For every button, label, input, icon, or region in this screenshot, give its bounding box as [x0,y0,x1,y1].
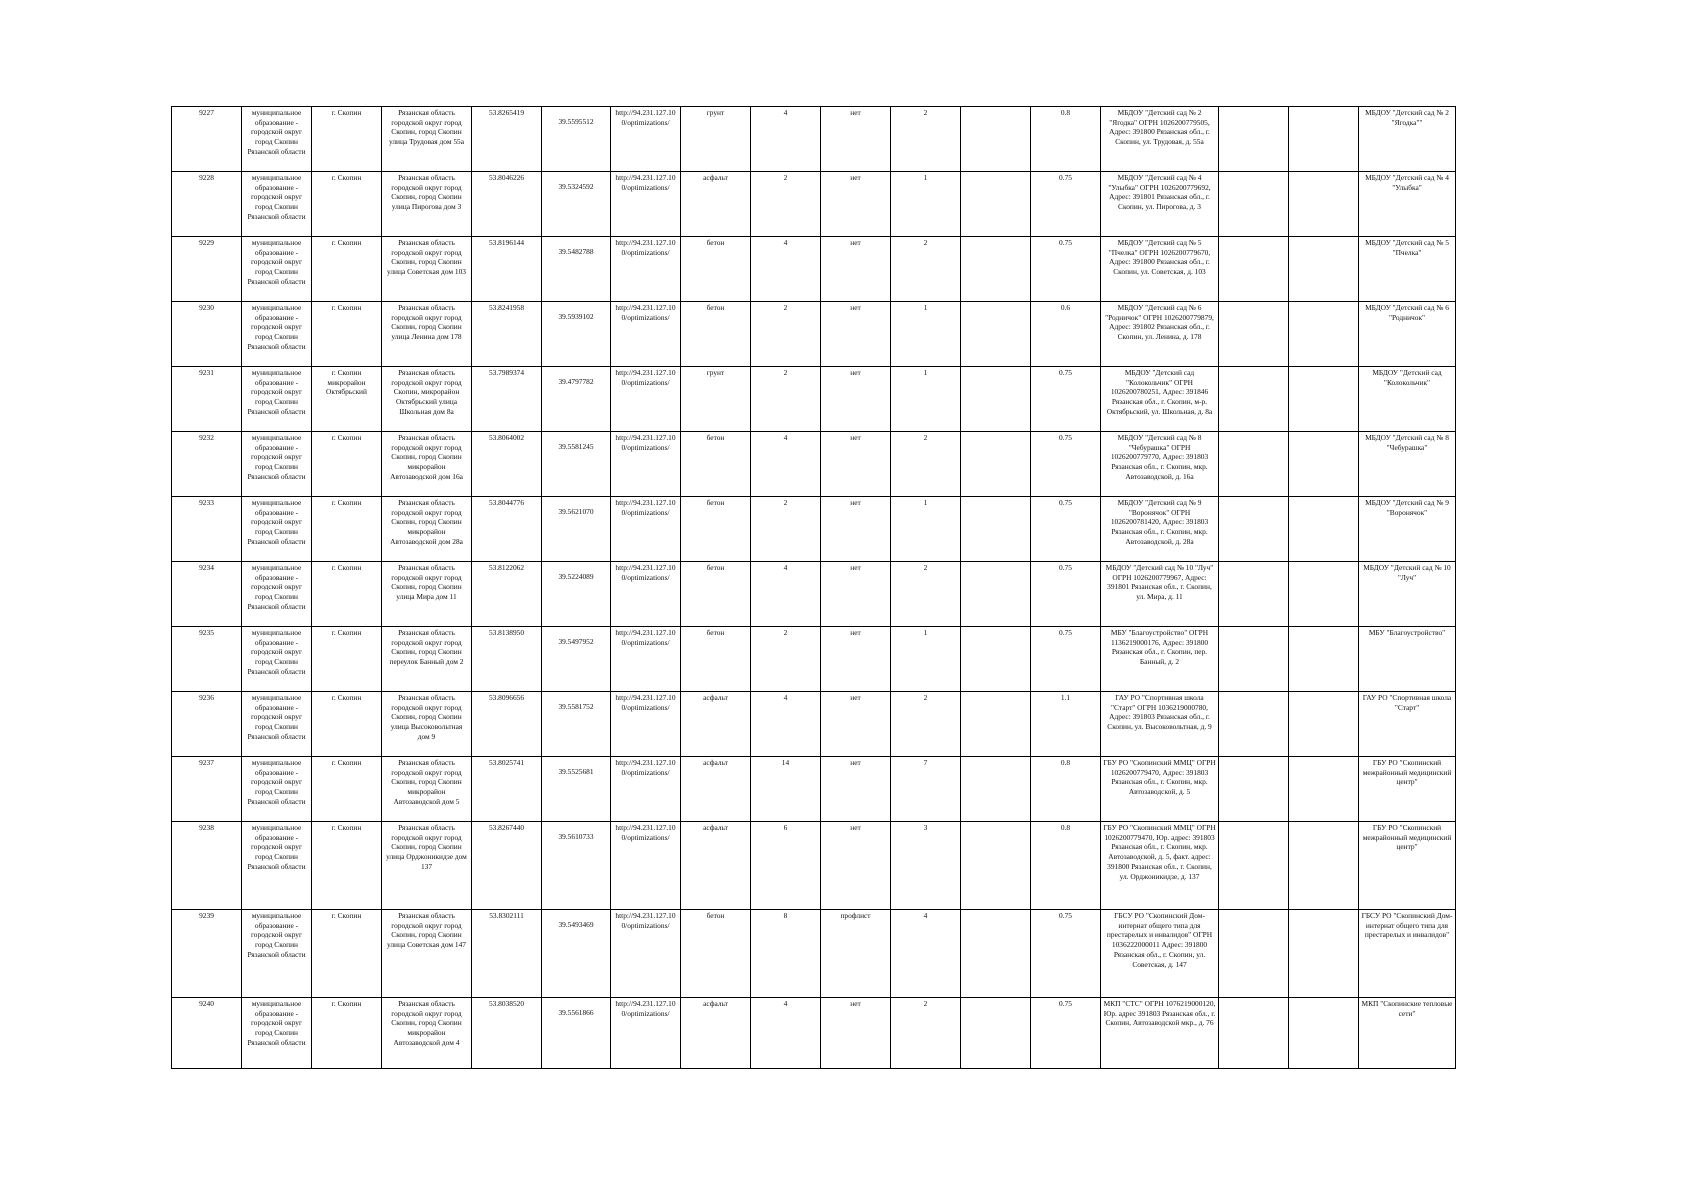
cell-longitude: 39.5497952 [542,627,611,692]
cell-empty [1219,822,1289,910]
cell-surface: бетон [681,302,751,367]
cell-locality: г. Скопин [312,692,382,757]
cell-municipality: муниципальное образование - городской округ город Скопин Рязанской области [242,432,312,497]
cell-longitude: 39.5581245 [542,432,611,497]
cell-address: Рязанская область городской округ город Скопин, город Скопин микрорайон Автозаводской дом 28а [382,497,472,562]
cell-id: 9229 [172,237,242,302]
cell-url: http://94.231.127.10 0/optimizations/ [611,692,681,757]
cell-area: 0.75 [1031,367,1101,432]
waste-sites-table [171,106,1456,1069]
cell-empty [1289,910,1359,998]
cell-url: http://94.231.127.10 0/optimizations/ [611,172,681,237]
cell-longitude: 39.5610733 [542,822,611,910]
cell-longitude: 39.5561866 [542,998,611,1069]
cell-area: 0.75 [1031,432,1101,497]
cell-bins: 2 [891,562,961,627]
cell-url: http://94.231.127.10 0/optimizations/ [611,757,681,822]
cell-empty [1219,107,1289,172]
cell-url: http://94.231.127.10 0/optimizations/ [611,627,681,692]
cell-owner: МБДОУ "Детский сад № 2 "Ягодка" ОГРН 1026200779505, Адрес: 391800 Рязанская обл., г. Скопин, ул. Трудовая, д. 55а [1101,107,1219,172]
cell-id: 9234 [172,562,242,627]
cell-empty [961,998,1031,1069]
cell-empty [1289,998,1359,1069]
cell-address: Рязанская область городской округ город Скопин, город Скопин микрорайон Автозаводской дом 16а [382,432,472,497]
cell-area: 1.1 [1031,692,1101,757]
table-row [172,910,1456,998]
cell-containers: 4 [751,562,821,627]
table-row [172,627,1456,692]
cell-longitude: 39.5595512 [542,107,611,172]
cell-locality: г. Скопин [312,172,382,237]
cell-address: Рязанская область городской округ город Скопин, город Скопин переулок Банный дом 2 [382,627,472,692]
cell-containers: 4 [751,998,821,1069]
cell-id: 9231 [172,367,242,432]
cell-empty [1289,497,1359,562]
cell-bins: 1 [891,627,961,692]
cell-area: 0.75 [1031,910,1101,998]
cell-id: 9236 [172,692,242,757]
cell-surface: асфальт [681,822,751,910]
table-row [172,562,1456,627]
cell-surface: грунт [681,107,751,172]
cell-owner: МБДОУ "Детский сад № 9 "Воронячок" ОГРН 1026200781420, Адрес: 391803 Рязанская обл., г. Скопин, мкр. Автозаводской, д. 28а [1101,497,1219,562]
cell-shed: профлист [821,910,891,998]
cell-longitude: 39.5621070 [542,497,611,562]
cell-bins: 1 [891,497,961,562]
cell-locality: г. Скопин [312,237,382,302]
cell-shed: нет [821,562,891,627]
cell-latitude: 53.8122062 [472,562,542,627]
cell-empty [1289,237,1359,302]
cell-address: Рязанская область городской округ город Скопин, город Скопин улица Ленина дом 178 [382,302,472,367]
cell-locality: г. Скопин [312,432,382,497]
cell-locality: г. Скопин [312,998,382,1069]
cell-address: Рязанская область городской округ город Скопин, город Скопин микрорайон Автозаводской дом 5 [382,757,472,822]
cell-empty [961,237,1031,302]
cell-surface: грунт [681,367,751,432]
cell-empty [961,302,1031,367]
cell-source: ГАУ РО "Спортивная школа "Старт" [1359,692,1456,757]
cell-shed: нет [821,237,891,302]
cell-bins: 2 [891,107,961,172]
cell-url: http://94.231.127.10 0/optimizations/ [611,432,681,497]
cell-area: 0.75 [1031,237,1101,302]
cell-bins: 2 [891,692,961,757]
cell-empty [1289,107,1359,172]
cell-address: Рязанская область городской округ город Скопин, город Скопин улица Трудовая дом 55а [382,107,472,172]
cell-id: 9230 [172,302,242,367]
cell-municipality: муниципальное образование - городской округ город Скопин Рязанской области [242,757,312,822]
cell-empty [1219,627,1289,692]
cell-latitude: 53.8138950 [472,627,542,692]
cell-shed: нет [821,998,891,1069]
cell-municipality: муниципальное образование - городской округ город Скопин Рязанской области [242,562,312,627]
table-row [172,757,1456,822]
cell-url: http://94.231.127.10 0/optimizations/ [611,998,681,1069]
cell-source: МБДОУ "Детский сад № 9 "Воронячок" [1359,497,1456,562]
cell-containers: 2 [751,172,821,237]
cell-shed: нет [821,822,891,910]
cell-municipality: муниципальное образование - городской округ город Скопин Рязанской области [242,692,312,757]
table-row [172,497,1456,562]
cell-containers: 2 [751,367,821,432]
cell-surface: асфальт [681,172,751,237]
cell-bins: 1 [891,172,961,237]
cell-source: МБДОУ "Детский сад № 8 "Чебурашка" [1359,432,1456,497]
table-row [172,998,1456,1069]
cell-surface: бетон [681,910,751,998]
cell-surface: бетон [681,562,751,627]
cell-empty [1289,367,1359,432]
cell-empty [1289,562,1359,627]
cell-source: МБДОУ "Детский сад № 4 "Улыбка" [1359,172,1456,237]
cell-locality: г. Скопин [312,302,382,367]
cell-address: Рязанская область городской округ город Скопин, город Скопин улица Мира дом 11 [382,562,472,627]
cell-bins: 2 [891,432,961,497]
cell-owner: МБДОУ "Детский сад № 8 "Чебурашка" ОГРН 1026200779770, Адрес: 391803 Рязанская обл., г. Скопин, мкр. Автозаводской, д. 16а [1101,432,1219,497]
cell-owner: МБДОУ "Детский сад № 5 "Пчелка" ОГРН 1026200779670, Адрес: 391800 Рязанская обл., г. Скопин, ул. Советская, д. 103 [1101,237,1219,302]
cell-url: http://94.231.127.10 0/optimizations/ [611,107,681,172]
cell-latitude: 53.8267440 [472,822,542,910]
cell-empty [1219,562,1289,627]
cell-url: http://94.231.127.10 0/optimizations/ [611,910,681,998]
cell-empty [961,822,1031,910]
cell-containers: 2 [751,497,821,562]
cell-area: 0.8 [1031,822,1101,910]
cell-containers: 8 [751,910,821,998]
cell-owner: МБДОУ "Детский сад № 4 "Улыбка" ОГРН 1026200779692, Адрес: 391801 Рязанская обл., г. Скопин, ул. Пирогова, д. 3 [1101,172,1219,237]
cell-shed: нет [821,497,891,562]
cell-surface: бетон [681,237,751,302]
cell-owner: ГАУ РО "Спортивная школа "Старт" ОГРН 1036219000780, Адрес: 391803 Рязанская обл., г. Скопин, ул. Высоковольтная, д. 9 [1101,692,1219,757]
cell-latitude: 53.8025741 [472,757,542,822]
cell-latitude: 53.8196144 [472,237,542,302]
cell-area: 0.8 [1031,107,1101,172]
cell-containers: 2 [751,627,821,692]
cell-source: МБУ "Благоустройство" [1359,627,1456,692]
cell-latitude: 53.8265419 [472,107,542,172]
cell-latitude: 53.8046226 [472,172,542,237]
cell-municipality: муниципальное образование - городской округ город Скопин Рязанской области [242,497,312,562]
cell-address: Рязанская область городской округ город Скопин, город Скопин улица Орджоникидзе дом 137 [382,822,472,910]
cell-empty [961,757,1031,822]
cell-municipality: муниципальное образование - городской округ город Скопин Рязанской области [242,822,312,910]
cell-longitude: 39.5324592 [542,172,611,237]
cell-empty [961,497,1031,562]
cell-containers: 14 [751,757,821,822]
cell-owner: ГБУ РО "Скопинский ММЦ" ОГРН 1026200779470, Адрес: 391803 Рязанская обл., г. Скопин, мкр. Автозаводской, д. 5 [1101,757,1219,822]
cell-source: МБДОУ "Детский сад № 6 "Родничок" [1359,302,1456,367]
cell-locality: г. Скопин [312,910,382,998]
cell-id: 9235 [172,627,242,692]
cell-municipality: муниципальное образование - городской округ город Скопин Рязанской области [242,107,312,172]
cell-empty [1289,302,1359,367]
cell-surface: бетон [681,497,751,562]
cell-containers: 6 [751,822,821,910]
cell-area: 0.6 [1031,302,1101,367]
cell-source: МБДОУ "Детский сад № 2 "Ягодка"" [1359,107,1456,172]
cell-owner: МБДОУ "Детский сад № 10 "Луч" ОГРН 1026200779967, Адрес: 391801 Рязанская обл., г. Скопин, ул. Мира, д. 11 [1101,562,1219,627]
cell-id: 9228 [172,172,242,237]
cell-address: Рязанская область городской округ город Скопин, город Скопин улица Советская дом 147 [382,910,472,998]
cell-shed: нет [821,757,891,822]
cell-empty [1289,432,1359,497]
cell-bins: 2 [891,237,961,302]
cell-area: 0.75 [1031,562,1101,627]
cell-empty [1219,302,1289,367]
cell-owner: МКП "СТС" ОГРН 1076219000120, Юр. адрес 391803 Рязанская обл., г. Скопин, Автозаводской мкр., д. 76 [1101,998,1219,1069]
cell-locality: г. Скопин микрорайон Октябрьский [312,367,382,432]
cell-bins: 2 [891,998,961,1069]
cell-address: Рязанская область городской округ город Скопин, микрорайон Октябрьский улица Школьная дом 8а [382,367,472,432]
cell-empty [961,107,1031,172]
cell-empty [1219,172,1289,237]
cell-municipality: муниципальное образование - городской округ город Скопин Рязанской области [242,367,312,432]
cell-source: МБДОУ "Детский сад № 5 "Пчелка" [1359,237,1456,302]
cell-municipality: муниципальное образование - городской округ город Скопин Рязанской области [242,237,312,302]
cell-url: http://94.231.127.10 0/optimizations/ [611,302,681,367]
cell-shed: нет [821,172,891,237]
cell-municipality: муниципальное образование - городской округ город Скопин Рязанской области [242,302,312,367]
cell-address: Рязанская область городской округ город Скопин, город Скопин улица Высоковольтная дом 9 [382,692,472,757]
cell-empty [1219,757,1289,822]
cell-source: ГБСУ РО "Скопинский Дом-интернат общего типа для престарелых и инвалидов" [1359,910,1456,998]
cell-municipality: муниципальное образование - городской округ город Скопин Рязанской области [242,627,312,692]
cell-shed: нет [821,367,891,432]
cell-empty [1289,692,1359,757]
cell-bins: 7 [891,757,961,822]
cell-longitude: 39.5482788 [542,237,611,302]
cell-empty [961,367,1031,432]
table-row [172,172,1456,237]
cell-empty [1219,432,1289,497]
cell-area: 0.75 [1031,998,1101,1069]
cell-source: МКП "Скопинские тепловые сети" [1359,998,1456,1069]
table-row [172,822,1456,910]
cell-id: 9237 [172,757,242,822]
cell-surface: асфальт [681,998,751,1069]
table-row [172,692,1456,757]
cell-latitude: 53.8044776 [472,497,542,562]
cell-bins: 4 [891,910,961,998]
cell-surface: бетон [681,432,751,497]
cell-surface: бетон [681,627,751,692]
cell-source: ГБУ РО "Скопинский межрайонный медицинский центр" [1359,822,1456,910]
cell-empty [1219,237,1289,302]
cell-containers: 4 [751,237,821,302]
cell-empty [961,432,1031,497]
cell-id: 9232 [172,432,242,497]
cell-bins: 1 [891,302,961,367]
cell-owner: МБДОУ "Детский сад "Колокольчик" ОГРН 1026200780251, Адрес: 391846 Рязанская обл., г. Скопин, м-р. Октябрьский, ул. Школьная, д. 8а [1101,367,1219,432]
table-row [172,302,1456,367]
table-row [172,367,1456,432]
cell-shed: нет [821,432,891,497]
cell-latitude: 53.8064002 [472,432,542,497]
cell-bins: 1 [891,367,961,432]
cell-source: МБДОУ "Детский сад "Колокольчик" [1359,367,1456,432]
cell-latitude: 53.7989374 [472,367,542,432]
cell-url: http://94.231.127.10 0/optimizations/ [611,822,681,910]
cell-id: 9240 [172,998,242,1069]
table-row [172,432,1456,497]
cell-empty [1219,367,1289,432]
cell-shed: нет [821,692,891,757]
cell-id: 9227 [172,107,242,172]
cell-area: 0.75 [1031,497,1101,562]
cell-longitude: 39.5224089 [542,562,611,627]
cell-empty [1219,910,1289,998]
cell-shed: нет [821,302,891,367]
cell-url: http://94.231.127.10 0/optimizations/ [611,562,681,627]
cell-empty [1219,497,1289,562]
cell-url: http://94.231.127.10 0/optimizations/ [611,367,681,432]
cell-latitude: 53.8241958 [472,302,542,367]
cell-longitude: 39.5525681 [542,757,611,822]
cell-longitude: 39.5493469 [542,910,611,998]
cell-empty [961,910,1031,998]
cell-empty [1219,692,1289,757]
cell-empty [961,627,1031,692]
cell-id: 9238 [172,822,242,910]
cell-empty [961,562,1031,627]
cell-owner: МБДОУ "Детский сад № 6 "Родничок" ОГРН 1026200779879, Адрес: 391802 Рязанская обл., г. Скопин, ул. Ленина, д. 178 [1101,302,1219,367]
cell-containers: 4 [751,692,821,757]
cell-url: http://94.231.127.10 0/optimizations/ [611,497,681,562]
cell-empty [1289,627,1359,692]
cell-municipality: муниципальное образование - городской округ город Скопин Рязанской области [242,910,312,998]
cell-containers: 2 [751,302,821,367]
cell-url: http://94.231.127.10 0/optimizations/ [611,237,681,302]
cell-area: 0.8 [1031,757,1101,822]
cell-locality: г. Скопин [312,822,382,910]
table-body [172,107,1456,1069]
cell-locality: г. Скопин [312,107,382,172]
cell-empty [1289,822,1359,910]
cell-owner: ГБСУ РО "Скопинский Дом-интернат общего типа для престарелых и инвалидов" ОГРН 1036222000011 Адрес: 391800 Рязанская обл., г. Скопин, ул. Советская, д. 147 [1101,910,1219,998]
cell-address: Рязанская область городской округ город Скопин, город Скопин улица Пирогова дом 3 [382,172,472,237]
cell-longitude: 39.5581752 [542,692,611,757]
cell-empty [1289,757,1359,822]
cell-locality: г. Скопин [312,562,382,627]
cell-surface: асфальт [681,692,751,757]
cell-empty [961,172,1031,237]
cell-owner: ГБУ РО "Скопинский ММЦ" ОГРН 1026200779470, Юр. адрес: 391803 Рязанская обл., г. Скопин, мкр. Автозаводской, д. 5, факт. адрес: 391800 Рязанская обл., г. Скопин, ул. Орджоникидзе, д. 137 [1101,822,1219,910]
cell-id: 9239 [172,910,242,998]
table-row [172,237,1456,302]
cell-bins: 3 [891,822,961,910]
cell-surface: асфальт [681,757,751,822]
cell-source: ГБУ РО "Скопинский межрайонный медицинский центр" [1359,757,1456,822]
cell-latitude: 53.8096656 [472,692,542,757]
table-row [172,107,1456,172]
cell-containers: 4 [751,432,821,497]
cell-longitude: 39.5939102 [542,302,611,367]
cell-empty [961,692,1031,757]
cell-owner: МБУ "Благоустройство" ОГРН 1136219000176, Адрес: 391800 Рязанская обл., г. Скопин, пер. Банный, д. 2 [1101,627,1219,692]
cell-municipality: муниципальное образование - городской округ город Скопин Рязанской области [242,172,312,237]
cell-source: МБДОУ "Детский сад № 10 "Луч" [1359,562,1456,627]
cell-latitude: 53.8038520 [472,998,542,1069]
cell-id: 9233 [172,497,242,562]
cell-empty [1219,998,1289,1069]
cell-shed: нет [821,107,891,172]
cell-area: 0.75 [1031,627,1101,692]
cell-latitude: 53.8302111 [472,910,542,998]
cell-shed: нет [821,627,891,692]
cell-empty [1289,172,1359,237]
cell-locality: г. Скопин [312,627,382,692]
cell-longitude: 39.4797782 [542,367,611,432]
cell-containers: 4 [751,107,821,172]
cell-address: Рязанская область городской округ город Скопин, город Скопин микрорайон Автозаводской дом 4 [382,998,472,1069]
cell-locality: г. Скопин [312,497,382,562]
cell-area: 0.75 [1031,172,1101,237]
cell-address: Рязанская область городской округ город Скопин, город Скопин улица Советская дом 103 [382,237,472,302]
cell-locality: г. Скопин [312,757,382,822]
cell-municipality: муниципальное образование - городской округ город Скопин Рязанской области [242,998,312,1069]
